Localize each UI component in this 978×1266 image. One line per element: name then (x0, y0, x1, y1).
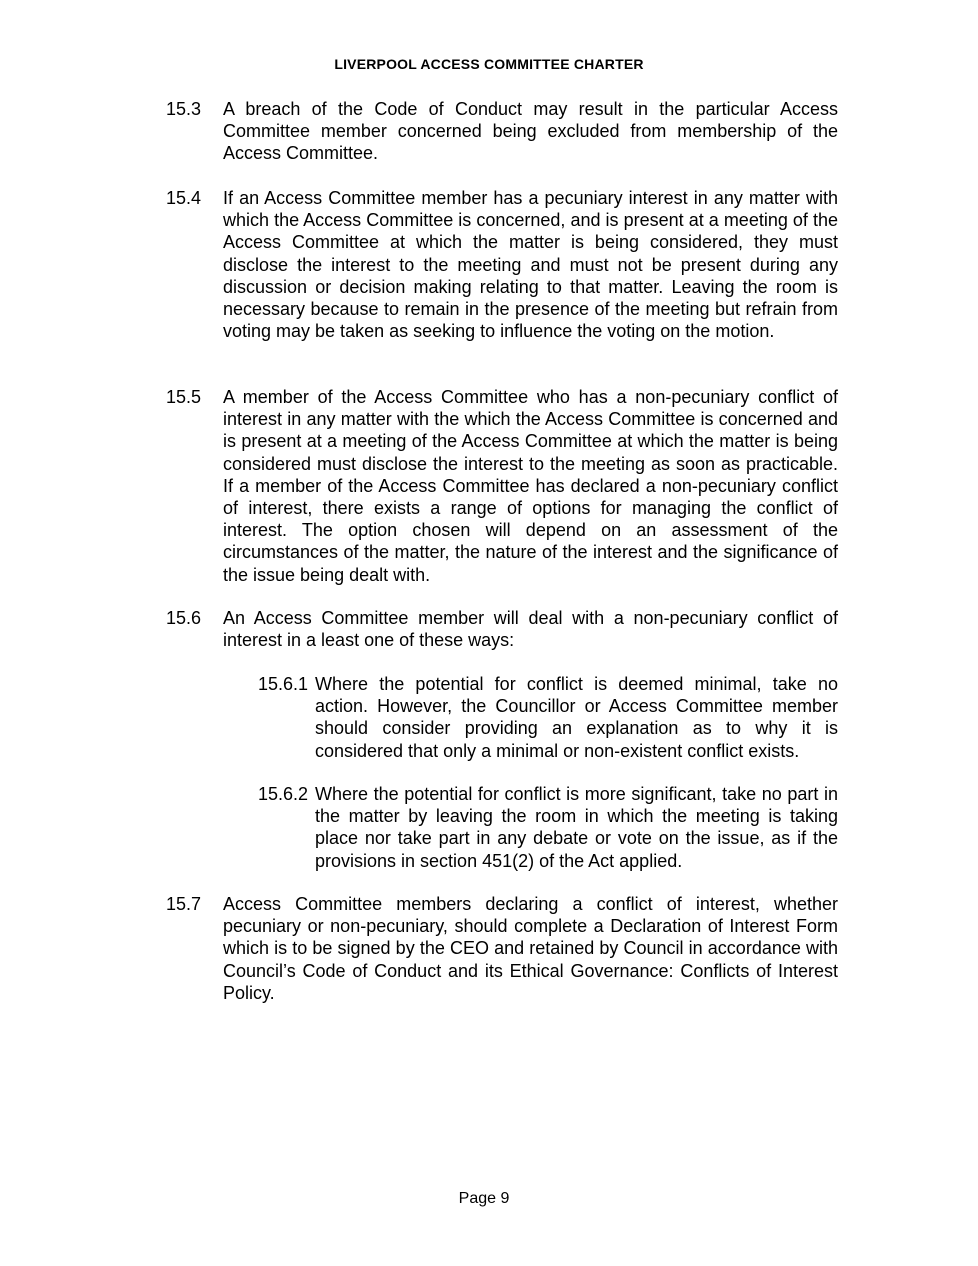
section-text: A member of the Access Committee who has a non-pecuniary conflict of interest in any matter with the which the Access Committee is concerned and is present at a meeting of the Access Committee at which the matter is being considered must disclose the interest to the meeting as soon as practicable. If a member of the Access Committee has declared a non-pecuniary conflict of interest, there exists a range of options for managing the conflict of interest. The option chosen will depend on an assessment of the circumstances of the matter, the nature of the interest and the significance of the issue being dealt with. (223, 387, 838, 585)
section-15-4 (166, 187, 838, 342)
subsection-number: 15.6.1 (258, 674, 309, 694)
subsection-15-6-1 (258, 673, 838, 762)
section-number: 15.3 (166, 99, 202, 119)
section-number: 15.6 (166, 608, 202, 628)
subsection-number: 15.6.2 (258, 784, 309, 804)
section-text: An Access Committee member will deal with a non-pecuniary conflict of interest in a least one of these ways: (223, 608, 838, 651)
page-header-title: LIVERPOOL ACCESS COMMITTEE CHARTER (334, 56, 644, 72)
section-15-5 (166, 386, 838, 586)
subsection-15-6-2 (258, 783, 838, 872)
section-15-3 (166, 98, 838, 165)
subsection-text: Where the potential for conflict is more significant, take no part in the matter by leaving the room in which the meeting is taking place nor take part in any debate or vote on the issue, as if the provisions in section 451(2) of the Act applied. (315, 784, 838, 871)
section-15-6 (166, 607, 838, 651)
section-number: 15.7 (166, 894, 202, 914)
section-text: A breach of the Code of Conduct may result in the particular Access Committee member concerned being excluded from membership of the Access Committee. (223, 99, 838, 164)
section-number: 15.5 (166, 387, 202, 407)
subsection-text: Where the potential for conflict is deemed minimal, take no action. However, the Councillor or Access Committee member should consider providing an explanation as to why it is considered that only a minimal or non-existent conflict exists. (315, 674, 838, 761)
section-text: Access Committee members declaring a conflict of interest, whether pecuniary or non-pecuniary, should complete a Declaration of Interest Form which is to be signed by the CEO and retained by Council in accordance with Council’s Code of Conduct and its Ethical Governance: Conflicts of Interest Policy. (223, 894, 838, 1003)
section-15-7 (166, 893, 838, 1004)
section-number: 15.4 (166, 188, 202, 208)
section-text: If an Access Committee member has a pecuniary interest in any matter with which the Access Committee is concerned, and is present at a meeting of the Access Committee at which the matter is being considered, they must disclose the interest to the meeting and must not be present during any discussion or decision making relating to that matter. Leaving the room is necessary because to remain in the presence of the meeting but refrain from voting may be taken as seeking to influence the voting on the motion. (223, 188, 838, 342)
page-number: Page 9 (458, 1190, 510, 1207)
